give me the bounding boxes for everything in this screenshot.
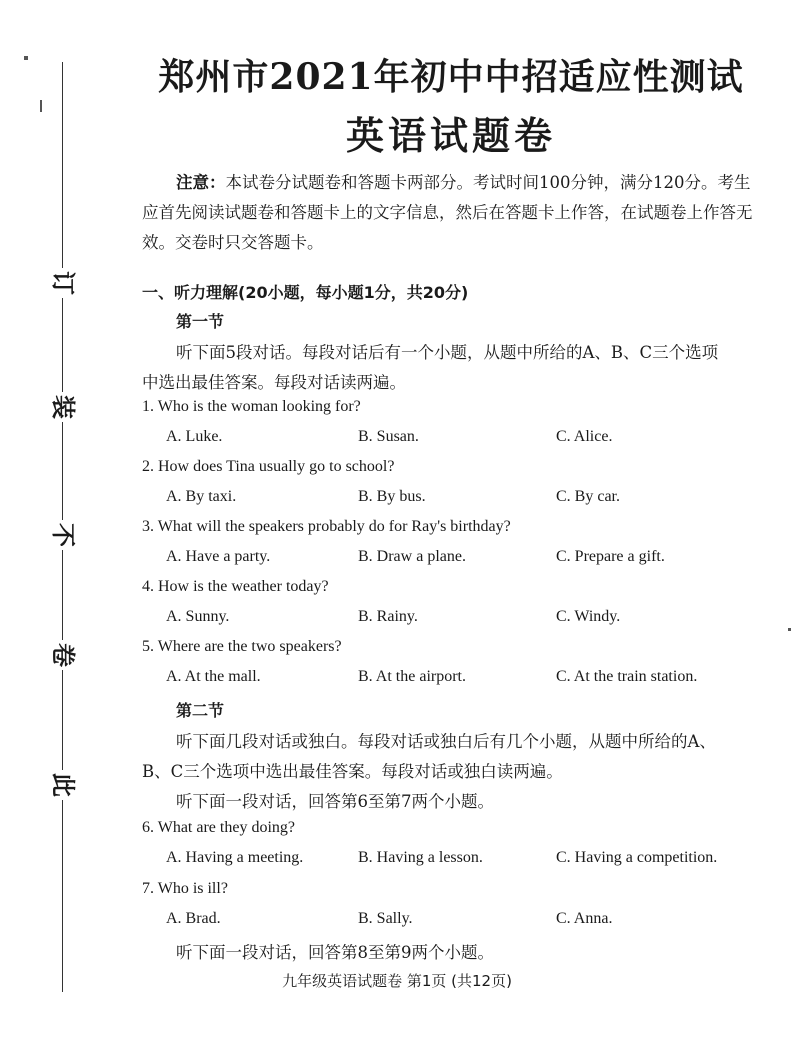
notice-lead: 注意： bbox=[176, 173, 226, 192]
option-a: A. By taxi. bbox=[166, 488, 237, 505]
scan-speck bbox=[40, 100, 42, 112]
option-b: B. Rainy. bbox=[358, 608, 418, 625]
option-a: A. Luke. bbox=[166, 428, 223, 445]
option-c: C. By car. bbox=[556, 488, 620, 505]
question-stem: 6. What are they doing? bbox=[142, 819, 295, 836]
option-c: C. Alice. bbox=[556, 428, 613, 445]
option-a: A. At the mall. bbox=[166, 668, 261, 685]
question-stem: 5. Where are the two speakers? bbox=[142, 638, 342, 655]
option-b: B. Having a lesson. bbox=[358, 849, 483, 866]
exam-subtitle: 英语试题卷 bbox=[345, 113, 556, 158]
part2-instruction-line1: 听下面几段对话或独白。每段对话或独白后有几个小题，从题中所给的A、 bbox=[176, 732, 716, 751]
option-b: B. Sally. bbox=[358, 910, 413, 927]
option-a: A. Have a party. bbox=[166, 548, 271, 565]
exam-notice bbox=[142, 168, 760, 258]
option-a: A. Brad. bbox=[166, 910, 221, 927]
option-b: B. By bus. bbox=[358, 488, 426, 505]
dialog-instruction-8-9: 听下面一段对话，回答第8至第9两个小题。 bbox=[176, 943, 494, 962]
dialog-instruction-6-7: 听下面一段对话，回答第6至第7两个小题。 bbox=[176, 792, 494, 811]
option-a: A. Having a meeting. bbox=[166, 849, 304, 866]
scan-speck bbox=[24, 56, 28, 60]
binding-char-zhuang: 装 bbox=[48, 392, 78, 422]
option-b: B. At the airport. bbox=[358, 668, 466, 685]
part1-instruction-line2: 中选出最佳答案。每段对话读两遍。 bbox=[142, 373, 406, 392]
scan-speck bbox=[788, 628, 791, 631]
binding-char-juan: 卷 bbox=[48, 640, 78, 670]
option-b: B. Draw a plane. bbox=[358, 548, 466, 565]
question-stem: 1. Who is the woman looking for? bbox=[142, 398, 361, 415]
question-stem: 2. How does Tina usually go to school? bbox=[142, 458, 395, 475]
part2-title: 第二节 bbox=[176, 701, 225, 720]
page-footer: 九年级英语试题卷 第1页 (共12页) bbox=[282, 972, 512, 990]
binding-char-bu: 不 bbox=[48, 520, 78, 550]
part2-instruction-line2: B、C三个选项中选出最佳答案。每段对话或独白读两遍。 bbox=[142, 762, 563, 781]
binding-char-ci: 此 bbox=[48, 770, 78, 800]
option-a: A. Sunny. bbox=[166, 608, 230, 625]
binding-char-ding: 订 bbox=[48, 268, 78, 298]
notice-text: 本试卷分试题卷和答题卡两部分。考试时间100分钟，满分120分。考生应首先阅读试题卷和答题卡上的文字信息，然后在答题卡上作答，在试题卷上作答无效。交卷时只交答题卡。 bbox=[142, 173, 753, 252]
option-c: C. Prepare a gift. bbox=[556, 548, 665, 565]
part1-title: 第一节 bbox=[176, 312, 225, 331]
option-c: C. Having a competition. bbox=[556, 849, 718, 866]
exam-title: 郑州市2021年初中中招适应性测试 bbox=[158, 56, 744, 98]
question-stem: 7. Who is ill? bbox=[142, 880, 228, 897]
part1-instruction-line1: 听下面5段对话。每段对话后有一个小题，从题中所给的A、B、C三个选项 bbox=[176, 343, 719, 362]
question-stem: 3. What will the speakers probably do for Ray's birthday? bbox=[142, 518, 511, 535]
section-title: 一、听力理解(20小题，每小题1分，共20分) bbox=[142, 283, 469, 302]
question-stem: 4. How is the weather today? bbox=[142, 578, 329, 595]
option-c: C. At the train station. bbox=[556, 668, 698, 685]
option-c: C. Windy. bbox=[556, 608, 621, 625]
option-b: B. Susan. bbox=[358, 428, 419, 445]
option-c: C. Anna. bbox=[556, 910, 613, 927]
